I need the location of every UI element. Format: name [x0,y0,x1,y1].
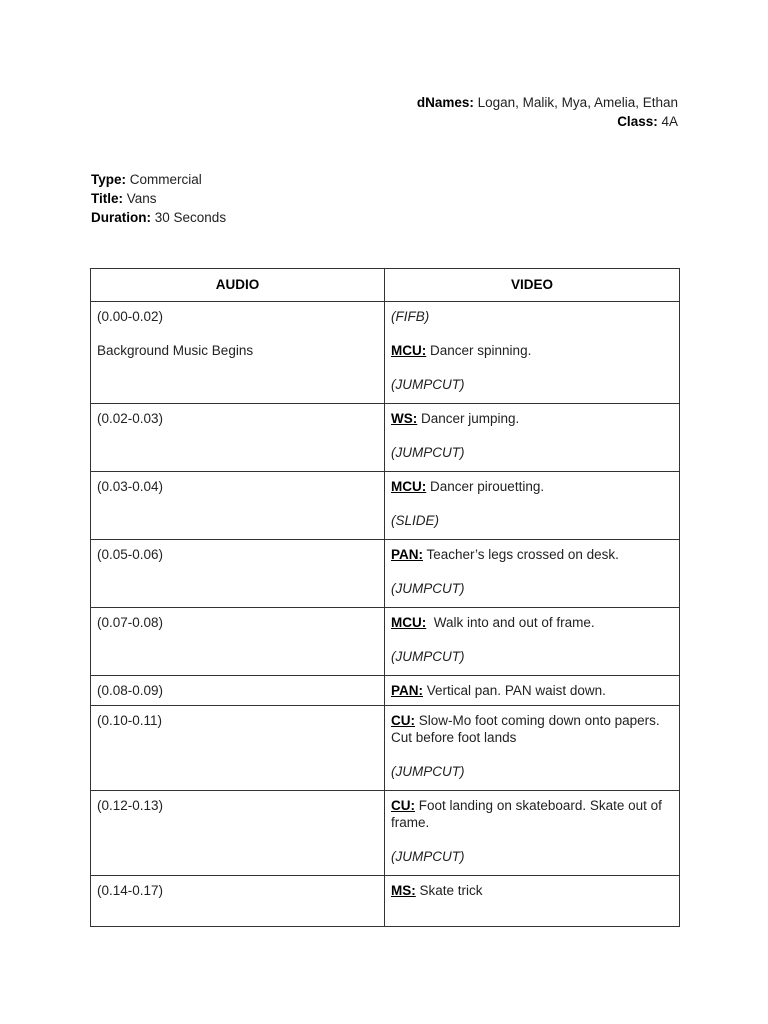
audio-cell [91,791,385,876]
table-header-row [91,269,680,302]
shot-description: Skate trick [419,883,483,898]
audio-column-header: AUDIO [91,269,385,302]
audio-cell [91,540,385,608]
video-shot [391,797,673,831]
class-line [417,112,678,131]
title-value: Vans [126,191,157,206]
shot-description: Foot landing on skateboard. Skate out of frame. [391,798,662,830]
shot-description: Slow-Mo foot coming down onto papers. Cut before foot lands [391,713,660,745]
video-cell [385,540,680,608]
audio-cell [91,676,385,706]
table-row [91,404,680,472]
shot-code: WS: [391,411,418,426]
duration-label: Duration: [91,210,151,225]
video-cell [385,791,680,876]
shot-description: Dancer jumping. [421,411,520,426]
table-row [91,540,680,608]
video-cell [385,302,680,404]
audio-cell [91,472,385,540]
shot-description: Dancer pirouetting. [430,479,545,494]
audio-cell [91,608,385,676]
table-row [91,706,680,791]
video-shot [391,410,673,427]
shot-description: Vertical pan. PAN waist down. [426,683,606,698]
audio-note: Background Music Begins [97,343,254,358]
shot-code: PAN: [391,547,423,562]
shot-code: PAN: [391,683,423,698]
video-shot [391,614,673,631]
shot-code: MCU: [391,343,427,358]
class-label: Class: [617,114,658,129]
audio-cell [91,404,385,472]
names-line [417,93,678,112]
table-row [91,791,680,876]
audio-time: (0.05-0.06) [97,547,164,562]
video-shot [391,342,673,359]
audio-time: (0.08-0.09) [97,683,164,698]
names-value: Logan, Malik, Mya, Amelia, Ethan [477,95,678,110]
video-shot [391,882,673,899]
audio-time: (0.14-0.17) [97,883,164,898]
video-cell [385,676,680,706]
shot-code: CU: [391,713,415,728]
audio-cell [91,876,385,927]
video-cell [385,404,680,472]
title-label: Title: [91,191,124,206]
video-transition: (JUMPCUT) [391,764,465,779]
audio-time: (0.07-0.08) [97,615,164,630]
audio-cell [91,302,385,404]
video-transition: (JUMPCUT) [391,445,465,460]
shot-description: Teacher’s legs crossed on desk. [426,547,619,562]
shot-description: Dancer spinning. [430,343,532,358]
video-pre-transition: (FIFB) [391,309,430,324]
names-label: dNames: [416,95,474,110]
table-row [91,472,680,540]
shot-code: MCU: [391,479,427,494]
audio-time: (0.00-0.02) [97,309,164,324]
video-shot [391,712,673,746]
audio-time: (0.10-0.11) [97,713,163,728]
document-header [417,93,678,131]
duration-value: 30 Seconds [154,210,227,225]
duration-line [91,208,226,227]
shot-code: MCU: [391,615,427,630]
table-row [91,876,680,927]
shot-code: MS: [391,883,416,898]
table-row [91,302,680,404]
video-cell [385,876,680,927]
title-line [91,189,226,208]
video-transition: (JUMPCUT) [391,649,465,664]
video-transition: (SLIDE) [391,513,440,528]
video-transition: (JUMPCUT) [391,849,465,864]
shot-code: CU: [391,798,415,813]
shot-description: Walk into and out of frame. [433,615,595,630]
video-transition: (JUMPCUT) [391,377,465,392]
video-cell [385,608,680,676]
audio-cell [91,706,385,791]
video-shot [391,478,673,495]
class-value: 4A [661,114,678,129]
type-line [91,170,226,189]
project-meta [91,170,226,227]
audio-time: (0.03-0.04) [97,479,164,494]
type-value: Commercial [129,172,202,187]
type-label: Type: [91,172,127,187]
video-shot [391,682,673,699]
audio-time: (0.12-0.13) [97,798,164,813]
table-row [91,608,680,676]
video-cell [385,706,680,791]
video-transition: (JUMPCUT) [391,581,465,596]
video-column-header: VIDEO [385,269,680,302]
table-row [91,676,680,706]
audio-time: (0.02-0.03) [97,411,164,426]
video-shot [391,546,673,563]
script-table [90,268,680,927]
video-cell [385,472,680,540]
